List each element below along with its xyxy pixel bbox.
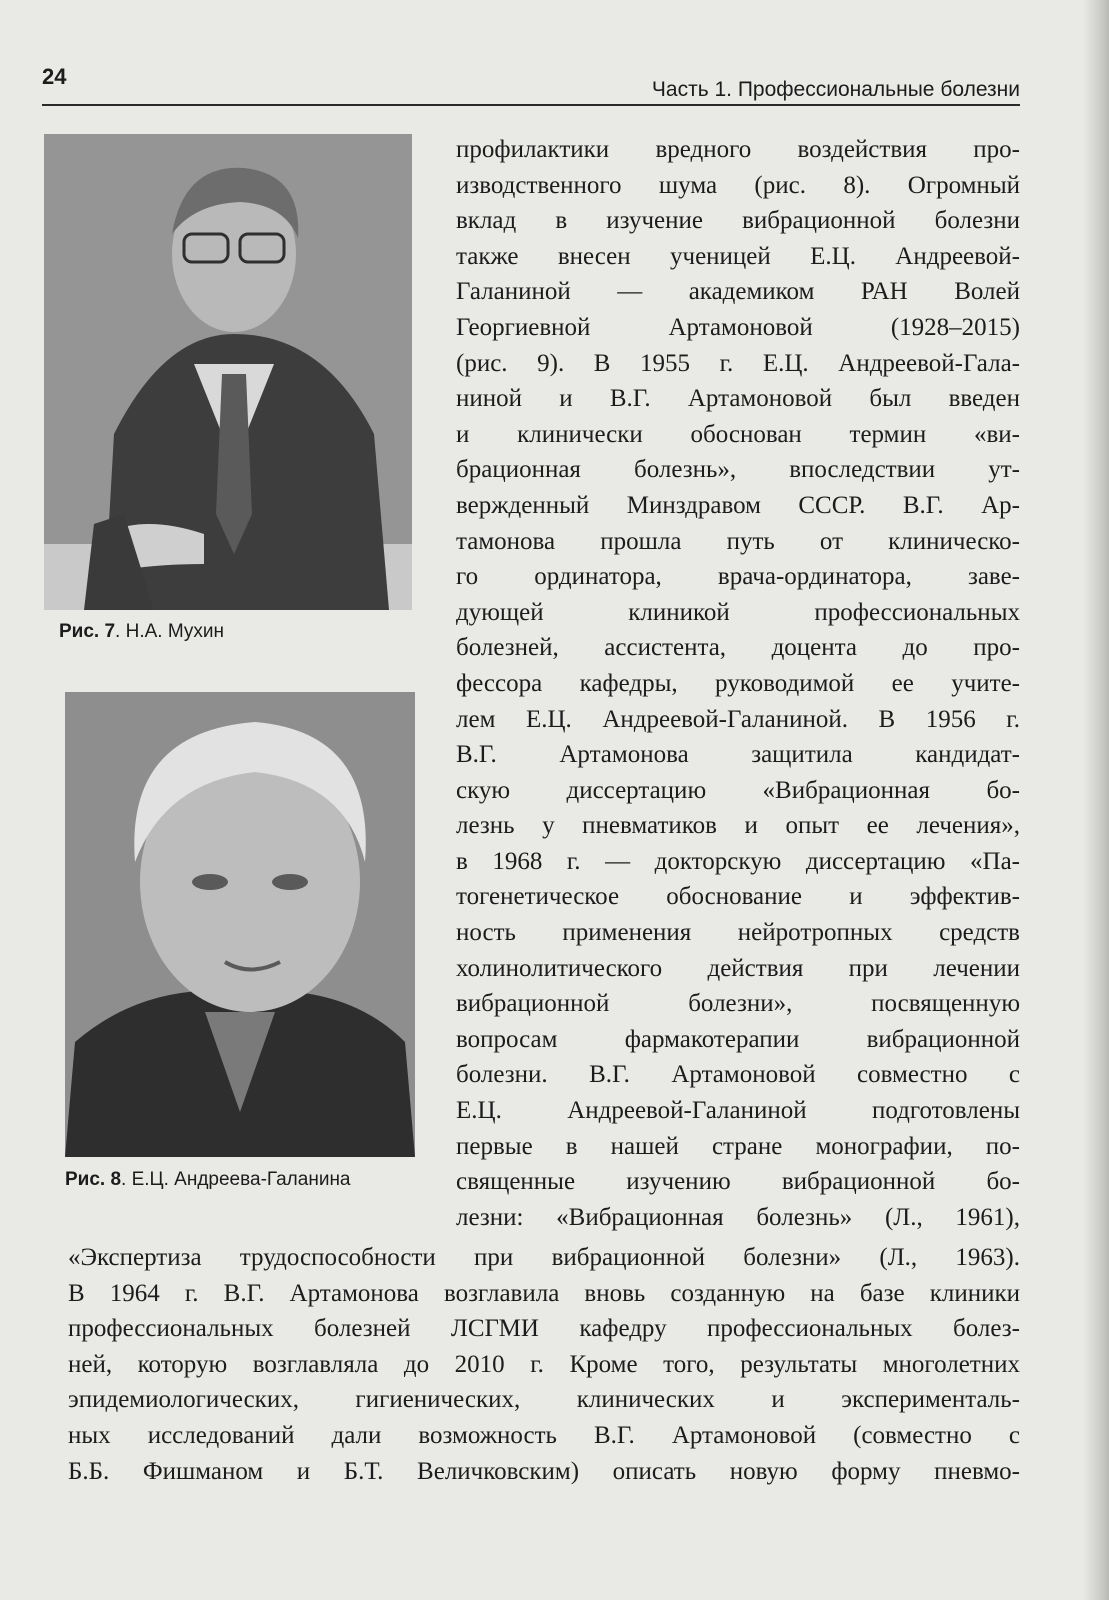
figure-8-label: Рис. 8 (65, 1169, 122, 1190)
figure-7-label: Рис. 7 (59, 621, 116, 642)
figure-8-caption (65, 1169, 351, 1191)
text-line: скую диссертацию «Вибрационная бо- (456, 776, 1020, 804)
text-line: первые в нашей стране монографии, по- (456, 1132, 1020, 1160)
text-line: и клинически обоснован термин «ви- (456, 420, 1020, 448)
text-line: Е.Ц. Андреевой-Галаниной подготовлены (456, 1097, 1020, 1125)
page-header (42, 56, 1020, 106)
text-line: В 1964 г. В.Г. Артамонова возглавила вновь созданную на базе клиники (68, 1279, 1020, 1307)
text-line: В.Г. Артамонова защитила кандидат- (456, 741, 1020, 769)
page-edge-shadow (1083, 0, 1109, 1600)
page-number: 24 (42, 64, 67, 89)
figure-7-caption (59, 621, 224, 643)
text-line: брационная болезнь», впоследствии ут- (456, 456, 1020, 484)
figure-7 (44, 134, 412, 664)
text-line: лезни: «Вибрационная болезнь» (Л., 1961), (456, 1203, 1020, 1231)
text-line: (рис. 9). В 1955 г. Е.Ц. Андреевой-Гала- (456, 349, 1020, 377)
text-line: болезни. В.Г. Артамоновой совместно с (456, 1061, 1020, 1089)
text-line: болезней, ассистента, доцента до про- (456, 634, 1020, 662)
figure-8 (65, 692, 415, 1212)
text-line: священные изучению вибрационной бо- (456, 1168, 1020, 1196)
text-line: также внесен ученицей Е.Ц. Андреевой- (456, 242, 1020, 270)
figure-8-name: . Е.Ц. Андреева-Галанина (121, 1169, 351, 1190)
text-line: ных исследований дали возможность В.Г. Артамоновой (совместно с (68, 1421, 1020, 1449)
text-line: тамонова прошла путь от клиническо- (456, 527, 1020, 555)
text-line: изводственного шума (рис. 8). Огромный (456, 171, 1020, 199)
text-line: вопросам фармакотерапии вибрационной (456, 1025, 1020, 1053)
text-line: лем Е.Ц. Андреевой-Галаниной. В 1956 г. (456, 705, 1020, 733)
text-line: ней, которую возглавляла до 2010 г. Кроме того, результаты многолетних (68, 1350, 1020, 1378)
text-line: лезнь у пневматиков и опыт ее лечения», (456, 812, 1020, 840)
text-line: профилактики вредного воздействия про- (456, 136, 1020, 163)
body-text-column (456, 132, 1020, 1235)
running-head: Часть 1. Профессиональные болезни (651, 78, 1020, 101)
text-line: ниной и В.Г. Артамоновой был введен (456, 385, 1020, 413)
text-line: Георгиевной Артамоновой (1928–2015) (456, 313, 1020, 341)
text-line: тогенетическое обоснование и эффектив- (456, 883, 1020, 911)
text-line: в 1968 г. — докторскую диссертацию «Па- (456, 847, 1020, 875)
text-line: вержденный Минздравом СССР. В.Г. Ар- (456, 491, 1020, 519)
text-line: Б.Б. Фишманом и Б.Т. Величковским) описать новую форму пневмо- (68, 1457, 1020, 1485)
text-line: фессора кафедры, руководимой ее учите- (456, 669, 1020, 697)
text-line: ность применения нейротропных средств (456, 919, 1020, 947)
text-line: вибрационной болезни», посвященную (456, 990, 1020, 1018)
text-line: дующей клиникой профессиональных (456, 598, 1020, 626)
text-line: холинолитического действия при лечении (456, 954, 1020, 982)
figure-7-name: . Н.А. Мухин (115, 621, 224, 642)
text-line: «Экспертиза трудоспособности при вибрационной болезни» (Л., 1963). (68, 1244, 1020, 1271)
portrait-photo-mukhin (44, 134, 412, 610)
text-line: вклад в изучение вибрационной болезни (456, 207, 1020, 235)
text-line: эпидемиологических, гигиенических, клинических и эксперименталь- (68, 1386, 1020, 1414)
portrait-photo-andreeva-galanina (65, 692, 415, 1157)
text-line: Галаниной — академиком РАН Волей (456, 278, 1020, 306)
body-text-full-width (68, 1240, 1020, 1489)
text-line: го ординатора, врача-ординатора, заве- (456, 563, 1020, 591)
text-line: профессиональных болезней ЛСГМИ кафедру профессиональных болез- (68, 1315, 1020, 1343)
